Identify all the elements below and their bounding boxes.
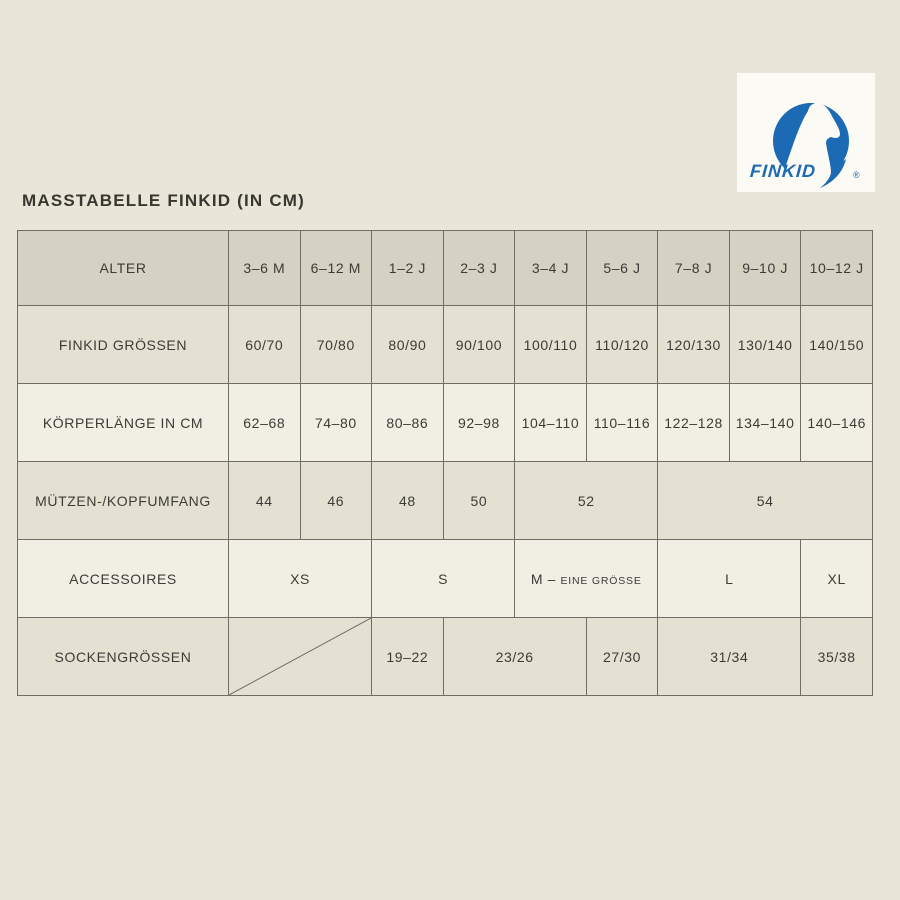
page-title: MASSTABELLE FINKID (IN CM) (22, 191, 306, 210)
column-header: 5–6 J (586, 231, 658, 306)
table-cell: 23/26 (443, 618, 586, 696)
table-cell: 27/30 (586, 618, 658, 696)
table-cell: 70/80 (300, 306, 372, 384)
table-cell: S (372, 540, 515, 618)
table-header-row (18, 231, 873, 306)
table-cell: 100/110 (515, 306, 587, 384)
table-cell: 44 (229, 462, 301, 540)
brand-wordmark: FINKID (749, 161, 817, 181)
column-header: 2–3 J (443, 231, 515, 306)
table-row-muetzen (18, 462, 873, 540)
table-cell: 80/90 (372, 306, 444, 384)
size-table (17, 230, 873, 696)
row-label: SOCKENGRÖSSEN (18, 618, 229, 696)
socken-empty-diagonal-cell (229, 618, 372, 696)
table-row-koerperlaenge (18, 384, 873, 462)
table-cell: 140/150 (801, 306, 873, 384)
table-cell: 120/130 (658, 306, 730, 384)
table-cell: 110/120 (586, 306, 658, 384)
table-cell: 60/70 (229, 306, 301, 384)
table-cell: 110–116 (586, 384, 658, 462)
size-m-text: M – (530, 570, 556, 587)
size-m-note: EINE GRÖSSE (560, 574, 642, 587)
table-cell: 46 (300, 462, 372, 540)
table-cell: 62–68 (229, 384, 301, 462)
column-header-alter: ALTER (18, 231, 229, 306)
table-cell: 122–128 (658, 384, 730, 462)
table-cell: 19–22 (372, 618, 444, 696)
table-cell: 140–146 (801, 384, 873, 462)
column-header: 10–12 J (801, 231, 873, 306)
table-cell: XL (801, 540, 873, 618)
table-cell: 92–98 (443, 384, 515, 462)
table-cell: 50 (443, 462, 515, 540)
table-cell: 54 (658, 462, 873, 540)
table-cell: L (658, 540, 801, 618)
table-cell: 31/34 (658, 618, 801, 696)
row-label: FINKID GRÖSSEN (18, 306, 229, 384)
table-cell (515, 540, 658, 618)
table-cell: 52 (515, 462, 658, 540)
row-label: KÖRPERLÄNGE IN CM (18, 384, 229, 462)
registered-mark: ® (853, 170, 860, 180)
table-row-socken (18, 618, 873, 696)
table-cell: XS (229, 540, 372, 618)
table-row-accessoires (18, 540, 873, 618)
table-cell: 104–110 (515, 384, 587, 462)
column-header: 6–12 M (300, 231, 372, 306)
column-header: 9–10 J (729, 231, 801, 306)
table-cell: 74–80 (300, 384, 372, 462)
table-row-finkid-groessen (18, 306, 873, 384)
table-cell: 90/100 (443, 306, 515, 384)
table-cell: 80–86 (372, 384, 444, 462)
row-label: ACCESSOIRES (18, 540, 229, 618)
finkid-logo (737, 73, 875, 192)
table-cell: 35/38 (801, 618, 873, 696)
column-header: 1–2 J (372, 231, 444, 306)
column-header: 3–6 M (229, 231, 301, 306)
column-header: 7–8 J (658, 231, 730, 306)
column-header: 3–4 J (515, 231, 587, 306)
table-cell: 48 (372, 462, 444, 540)
row-label: MÜTZEN-/KOPFUMFANG (18, 462, 229, 540)
diagonal-line-icon (229, 618, 371, 695)
table-cell: 134–140 (729, 384, 801, 462)
table-cell: 130/140 (729, 306, 801, 384)
